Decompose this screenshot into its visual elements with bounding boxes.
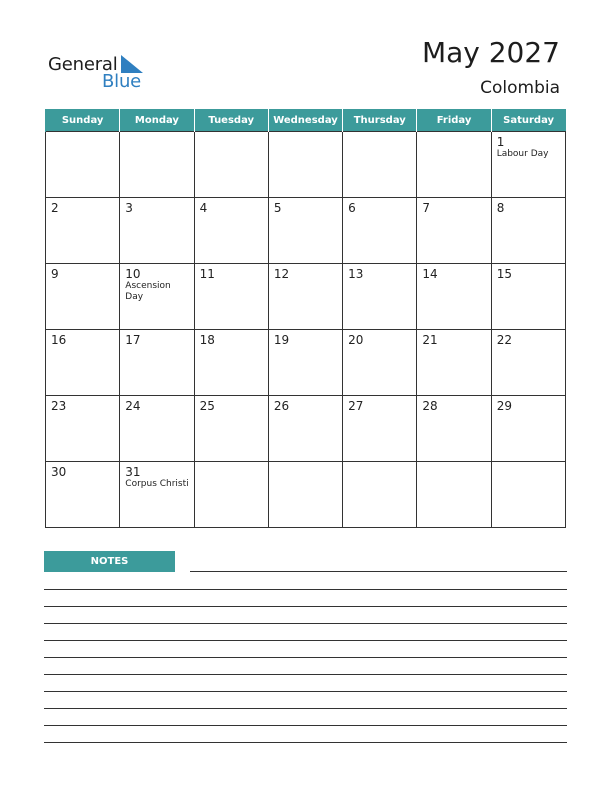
calendar-title: May 2027 xyxy=(421,36,560,69)
calendar-day-cell xyxy=(268,198,342,264)
day-number: 2 xyxy=(51,201,59,215)
calendar-week-row xyxy=(46,198,566,264)
calendar-day-cell xyxy=(343,462,417,528)
calendar-day-cell xyxy=(491,330,565,396)
notes-line xyxy=(44,742,567,743)
calendar-day-cell xyxy=(491,264,565,330)
calendar-day-cell xyxy=(417,264,491,330)
calendar-week-row xyxy=(46,132,566,198)
day-number: 6 xyxy=(348,201,356,215)
notes-line xyxy=(44,657,567,658)
weekday-header: Wednesday xyxy=(268,109,342,132)
calendar-day-cell xyxy=(120,330,194,396)
weekday-header: Friday xyxy=(417,109,491,132)
calendar-day-cell xyxy=(268,330,342,396)
day-number: 18 xyxy=(199,333,215,347)
day-number: 10 xyxy=(125,267,141,281)
calendar-day-cell xyxy=(194,132,268,198)
day-number: 7 xyxy=(422,201,431,215)
day-number: 9 xyxy=(51,267,59,281)
calendar-day-cell xyxy=(343,330,417,396)
calendar-country: Colombia xyxy=(480,78,560,98)
day-number: 16 xyxy=(51,333,67,347)
day-number: 17 xyxy=(125,333,141,347)
notes-line xyxy=(44,725,567,726)
calendar-day-cell xyxy=(417,462,491,528)
weekday-header: Monday xyxy=(120,109,194,132)
day-number: 25 xyxy=(199,399,215,413)
calendar-week-row xyxy=(46,264,566,330)
day-number: 29 xyxy=(496,399,512,413)
weekday-header-row xyxy=(46,109,566,132)
calendar-day-cell xyxy=(46,198,120,264)
holiday-label: Ascension Day xyxy=(125,281,171,302)
calendar-day-cell xyxy=(194,330,268,396)
calendar-day-cell xyxy=(46,330,120,396)
weekday-header: Sunday xyxy=(46,109,120,132)
notes-line xyxy=(44,606,567,607)
day-number: 8 xyxy=(496,201,505,215)
day-number: 19 xyxy=(273,333,290,347)
calendar-day-cell xyxy=(194,264,268,330)
notes-line xyxy=(44,589,567,590)
weekday-header: Saturday xyxy=(491,109,565,132)
calendar-day-cell xyxy=(46,462,120,528)
notes-line xyxy=(44,691,567,692)
logo-text-general: General xyxy=(48,54,118,75)
day-number: 26 xyxy=(273,399,290,413)
calendar-day-cell xyxy=(120,198,194,264)
calendar-day-cell xyxy=(194,462,268,528)
day-number: 1 xyxy=(496,135,505,149)
calendar-day-cell xyxy=(120,132,194,198)
holiday-label: Labour Day xyxy=(496,149,549,159)
calendar-day-cell xyxy=(343,198,417,264)
notes-line xyxy=(44,640,567,641)
day-number: 31 xyxy=(125,465,141,479)
day-number: 30 xyxy=(51,465,67,479)
calendar-day-cell xyxy=(417,330,491,396)
day-number: 20 xyxy=(348,333,364,347)
calendar-day-cell xyxy=(46,132,120,198)
day-number: 15 xyxy=(496,267,512,281)
day-number: 14 xyxy=(422,267,438,281)
calendar-day-cell xyxy=(343,264,417,330)
calendar-day-cell xyxy=(46,396,120,462)
calendar-day-cell xyxy=(491,198,565,264)
day-number: 28 xyxy=(422,399,438,413)
calendar-week-row xyxy=(46,462,566,528)
calendar-week-row xyxy=(46,396,566,462)
brand-logo xyxy=(48,52,158,96)
calendar-day-cell xyxy=(120,462,194,528)
calendar-day-cell xyxy=(120,264,194,330)
notes-line xyxy=(44,623,567,624)
day-number: 3 xyxy=(125,201,133,215)
notes-label: NOTES xyxy=(44,551,175,572)
calendar-day-cell xyxy=(417,396,491,462)
day-number: 23 xyxy=(51,399,67,413)
calendar-day-cell xyxy=(417,132,491,198)
calendar-day-cell xyxy=(268,462,342,528)
calendar-day-cell xyxy=(417,198,491,264)
calendar-grid xyxy=(45,109,566,528)
notes-line xyxy=(190,571,567,572)
calendar-day-cell xyxy=(491,132,565,198)
calendar-day-cell xyxy=(491,396,565,462)
logo-text-blue: Blue xyxy=(102,71,142,92)
calendar-week-row xyxy=(46,330,566,396)
day-number: 22 xyxy=(496,333,512,347)
weekday-header: Tuesday xyxy=(194,109,268,132)
calendar-day-cell xyxy=(268,264,342,330)
day-number: 11 xyxy=(199,267,215,281)
calendar-day-cell xyxy=(268,132,342,198)
day-number: 24 xyxy=(125,399,141,413)
day-number: 13 xyxy=(348,267,364,281)
day-number: 27 xyxy=(348,399,364,413)
calendar-day-cell xyxy=(194,396,268,462)
notes-line xyxy=(44,674,567,675)
calendar-day-cell xyxy=(120,396,194,462)
calendar-day-cell xyxy=(343,396,417,462)
notes-line xyxy=(44,708,567,709)
calendar-day-cell xyxy=(343,132,417,198)
weekday-header: Thursday xyxy=(343,109,417,132)
day-number: 5 xyxy=(273,201,282,215)
day-number: 12 xyxy=(273,267,290,281)
calendar-day-cell xyxy=(268,396,342,462)
day-number: 21 xyxy=(422,333,438,347)
holiday-label: Corpus Christi xyxy=(125,479,189,489)
calendar-day-cell xyxy=(46,264,120,330)
calendar-day-cell xyxy=(491,462,565,528)
calendar-day-cell xyxy=(194,198,268,264)
day-number: 4 xyxy=(199,201,208,215)
